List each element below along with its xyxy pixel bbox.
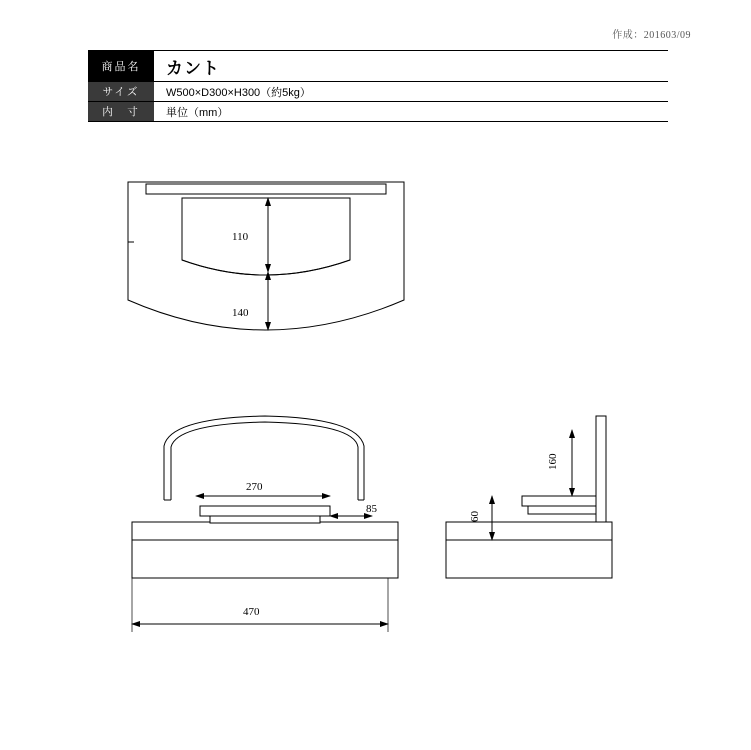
dim-side-back-height: 160 (547, 453, 559, 470)
front-view (128, 182, 404, 330)
spec-label-size: サイズ (88, 82, 154, 101)
spec-value-product-name: カント (166, 58, 220, 78)
spec-label-product-name: 商品名 (88, 51, 154, 81)
date-stamp: 作成：201603/09 (612, 30, 691, 41)
dim-front-lower-height: 140 (232, 307, 249, 319)
dim-top-offset: 85 (366, 503, 377, 515)
spec-value-inner-dimension: 単位（mm） (166, 106, 229, 119)
dim-side-seat-height: 60 (469, 511, 481, 522)
spec-value-size: W500×D300×H300（約5kg） (166, 86, 311, 99)
dim-top-overall-width: 470 (243, 606, 260, 618)
side-view (446, 416, 612, 578)
spec-label-inner-dimension: 内 寸 (88, 102, 154, 121)
dim-top-inner-width: 270 (246, 481, 263, 493)
top-view (132, 416, 398, 578)
dim-front-upper-height: 110 (232, 231, 249, 243)
